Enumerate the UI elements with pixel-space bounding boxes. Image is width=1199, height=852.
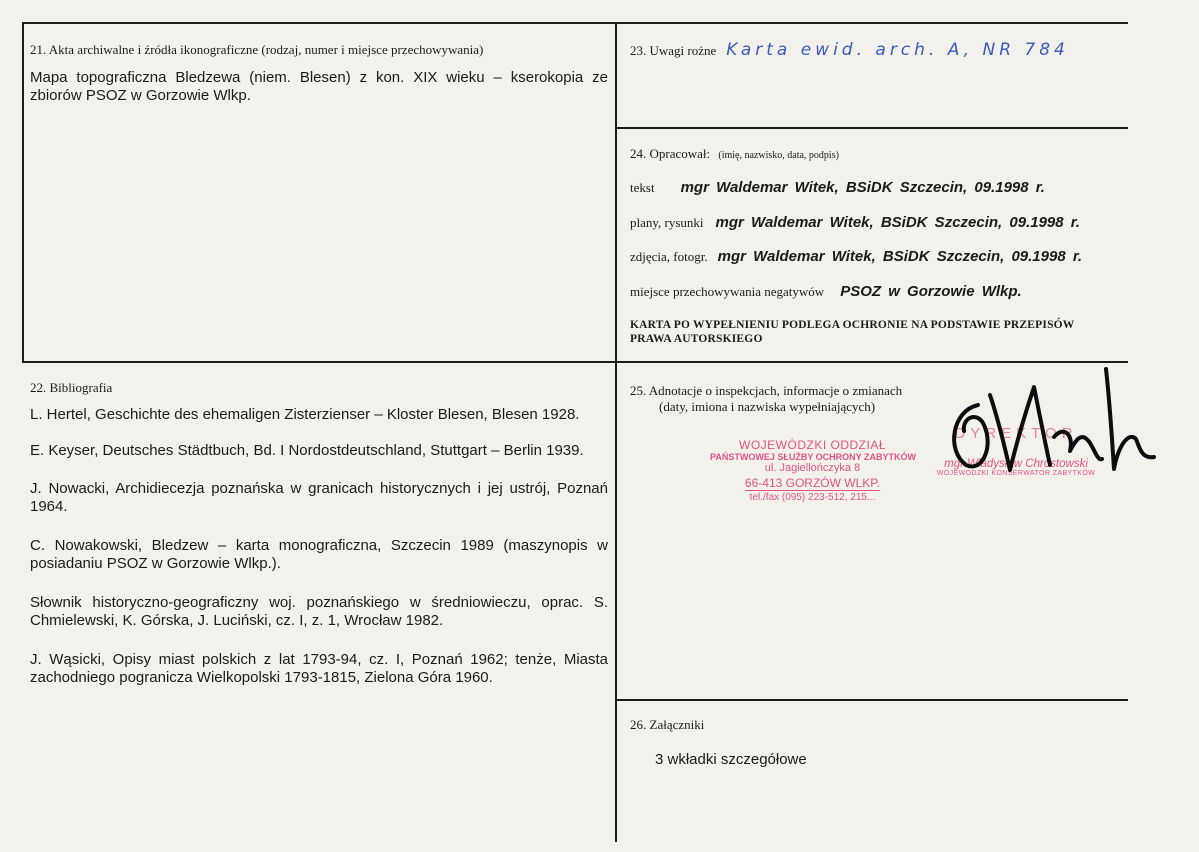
bibliography-entry: L. Hertel, Geschichte des ehemaligen Zisterzienser – Kloster Blesen, Blesen 1928. — [30, 406, 580, 423]
section-21-text: Mapa topograficzna Bledzewa (niem. Blesen) z kon. XIX wieku – kserokopia ze zbiorów PSOZ w Gorzowie Wlkp. — [30, 69, 608, 104]
top-border — [22, 22, 1128, 24]
stamp-line: tel./fax (095) 223-512, 215... — [749, 492, 876, 503]
left-border — [22, 22, 24, 363]
section-21 — [30, 42, 608, 105]
credit-value: mgr Waldemar Witek, BSiDK Szczecin, 09.1998 r. — [680, 179, 1045, 196]
handwritten-note: Karta ewid. arch. A, NR 784 — [726, 40, 1069, 60]
section-24-hint: (imię, nazwisko, data, podpis) — [718, 150, 839, 161]
stamp-line: ul. Jagiellończyka 8 — [764, 462, 861, 474]
credit-label: plany, rysunki — [630, 215, 704, 230]
bibliography-entry: J. Wąsicki, Opisy miast polskich z lat 1793-94, cz. I, Poznań 1962; tenże, Miasta zachodniego pogranicza Wielkopolski 1793-1815, Zielona Góra 1960. — [30, 651, 608, 686]
section-25-sublabel: (daty, imiona i nazwiska wypełniających) — [659, 399, 876, 414]
copyright-notice — [630, 318, 1075, 346]
credit-row-negatives — [630, 283, 1022, 301]
section-22 — [30, 380, 608, 687]
signature-stroke — [990, 387, 1050, 470]
section-26 — [630, 717, 1120, 768]
bibliography-entry: J. Nowacki, Archidiecezja poznańska w granicach historycznych i jej ustrój, Poznań 1964. — [30, 480, 608, 515]
stamp-line: WOJEWÓDZKI ODDZIAŁ — [739, 438, 886, 452]
stamp-line: PAŃSTWOWEJ SŁUŻBY OCHRONY ZABYTKÓW — [710, 452, 917, 462]
credit-row-text — [630, 179, 1045, 197]
signature-stroke — [1106, 369, 1154, 469]
stamp-name: mgr Władysław Chrostowski — [944, 458, 1088, 470]
stamp-line: 66-413 GORZÓW WLKP. — [744, 476, 881, 490]
office-stamp — [710, 438, 915, 503]
credit-label: tekst — [630, 180, 655, 195]
credit-value: PSOZ w Gorzowie Wlkp. — [840, 283, 1022, 300]
section-24 — [630, 146, 1125, 164]
notice-line: KARTA PO WYPEŁNIENIU PODLEGA OCHRONIE NA PODSTAWIE PRZEPISÓW — [630, 319, 1075, 331]
signature-stroke — [954, 405, 988, 466]
section-25-label: 25. Adnotacje o inspekcjach, informacje o zmianach — [630, 383, 903, 398]
section-24-label-row — [630, 146, 1125, 164]
middle-border — [22, 361, 1128, 363]
credit-label: zdjęcia, fotogr. — [630, 249, 708, 264]
section-22-label: 22. Bibliografia — [30, 380, 113, 395]
section-25 — [630, 383, 902, 415]
bibliography-entry: Słownik historyczno-geograficzny woj. poznańskiego w średniowieczu, oprac. S. Chmielewski, K. Górska, J. Luciński, cz. I, z. 1, Wrocław 1982. — [30, 594, 608, 629]
bibliography-entry: C. Nowakowski, Bledzew – karta monograficzna, Szczecin 1989 (maszynopis w posiadaniu PSOZ w Gorzowie Wlkp.). — [30, 537, 608, 572]
center-divider — [615, 22, 617, 842]
section-21-label: 21. Akta archiwalne i źródła ikonograficzne (rodzaj, numer i miejsce przechowywania) — [30, 42, 484, 57]
stamp-role: WOJEWÓDZKI KONSERWATOR ZABYTKÓW — [936, 470, 1096, 477]
credit-row-photos — [630, 248, 1082, 266]
credit-label: miejsce przechowywania negatywów — [630, 284, 825, 299]
section-23-label: 23. Uwagi rożne — [630, 43, 717, 58]
notice-line: PRAWA AUTORSKIEGO — [630, 333, 763, 345]
section-26-label: 26. Załączniki — [630, 717, 705, 732]
credit-value: mgr Waldemar Witek, BSiDK Szczecin, 09.1998 r. — [715, 214, 1080, 231]
section-24-label: 24. Opracował: — [630, 146, 711, 161]
sec23-bottom-border — [616, 127, 1128, 129]
section-26-text: 3 wkładki szczegółowe — [655, 751, 807, 768]
sec25-bottom-border — [616, 699, 1128, 701]
stamp-title: DYREKTOR — [954, 425, 1078, 442]
bibliography-list — [30, 406, 608, 687]
credit-row-plans — [630, 214, 1080, 232]
signature-stroke — [1054, 432, 1102, 460]
credit-value: mgr Waldemar Witek, BSiDK Szczecin, 09.1998 r. — [717, 248, 1083, 265]
section-23 — [630, 40, 1120, 60]
signature — [930, 365, 1170, 485]
bibliography-entry: E. Keyser, Deutsches Städtbuch, Bd. I Nordostdeutschland, Stuttgart – Berlin 1939. — [30, 442, 584, 459]
